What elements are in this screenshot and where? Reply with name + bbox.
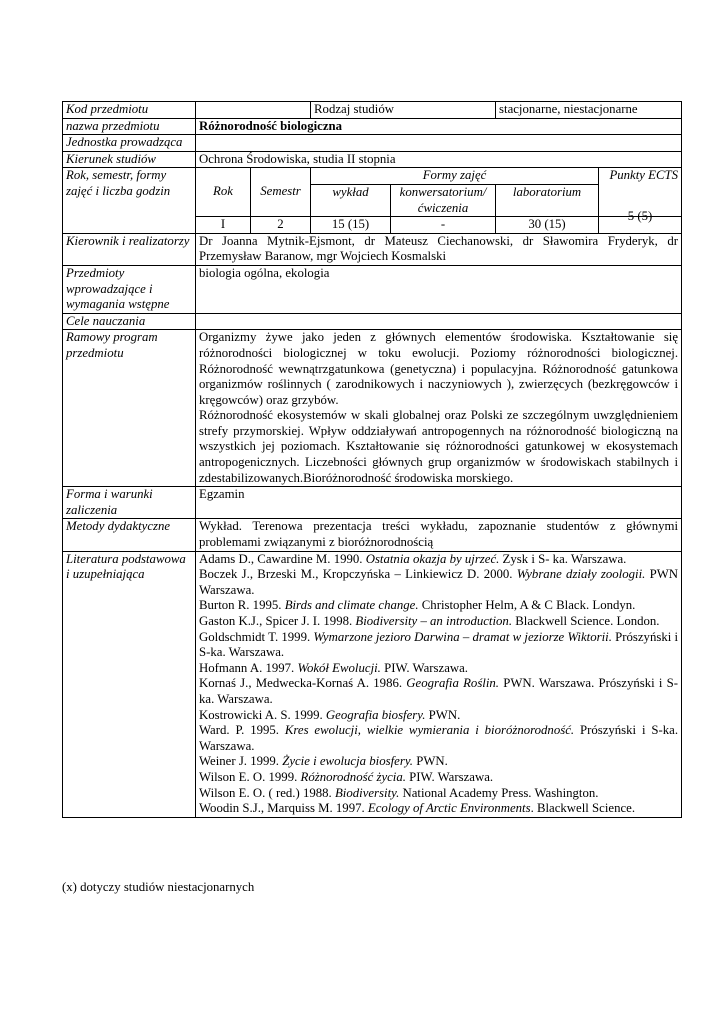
- literature-publisher: PWN Warszawa.: [199, 567, 679, 597]
- literature-title: Wybrane działy zoologii.: [516, 567, 646, 582]
- header-formy: Formy zajęć: [311, 168, 599, 185]
- literature-publisher: PIW. Warszawa.: [405, 769, 494, 784]
- value-semestr: 2: [251, 217, 311, 234]
- row-nazwa: [63, 118, 682, 135]
- literature-item: [199, 661, 678, 677]
- label-rok-semestr: Rok, semestr, formy zajęć i liczba godzin: [63, 168, 196, 233]
- row-przedmioty: [63, 265, 682, 313]
- literature-publisher: PIW. Warszawa.: [380, 660, 468, 675]
- value-konwersatorium: -: [391, 217, 496, 234]
- label-literatura: Literatura podstawowa i uzupełniająca: [63, 551, 196, 817]
- row-hours-header: [63, 168, 682, 185]
- literature-item: [199, 567, 678, 598]
- literature-authors: Wilson E. O. 1999.: [199, 769, 301, 784]
- label-cele: Cele nauczania: [63, 313, 196, 330]
- literature-item: [199, 552, 678, 568]
- value-metody: Wykład. Terenowa prezentacja treści wykładu, zapoznanie studentów z głównymi problemami związanymi z bioróżnorodnością: [196, 519, 682, 551]
- label-przedmioty: Przedmioty wprowadzające i wymagania wstępne: [63, 265, 196, 313]
- value-przedmioty: biologia ogólna, ekologia: [196, 265, 682, 313]
- label-metody: Metody dydaktyczne: [63, 519, 196, 551]
- header-laboratorium: laboratorium: [496, 184, 599, 216]
- literature-title: Kres ewolucji, wielkie wymierania i bioróżnorodność.: [284, 723, 575, 738]
- literature-publisher: Zysk i S- ka. Warszawa.: [499, 551, 627, 566]
- literature-item: [199, 754, 678, 770]
- header-wyklad: wykład: [311, 184, 391, 216]
- header-punkty: Punkty ECTS: [599, 168, 682, 217]
- literature-publisher: PWN.: [413, 754, 448, 769]
- literature-authors: Weiner J. 1999.: [199, 754, 283, 769]
- literature-title: Życie i ewolucja biosfery.: [282, 754, 413, 769]
- literature-title: Biodiversity.: [334, 785, 400, 800]
- row-kod: [63, 102, 682, 119]
- value-laboratorium: 30 (15): [496, 217, 599, 234]
- literature-title: Ecology of Arctic Environments: [367, 801, 531, 816]
- literature-authors: Adams D., Cawardine M. 1990.: [199, 551, 366, 566]
- row-jednostka: [63, 135, 682, 152]
- value-wyklad: 15 (15): [311, 217, 391, 234]
- literature-authors: Ward. P. 1995.: [199, 723, 285, 738]
- literature-authors: Goldschmidt T. 1999.: [199, 629, 314, 644]
- literature-item: [199, 598, 678, 614]
- literature-item: [199, 801, 678, 817]
- value-jednostka: [196, 135, 682, 152]
- literature-authors: Kostrowicki A. S. 1999.: [199, 707, 326, 722]
- row-metody: [63, 519, 682, 551]
- literature-publisher: . Blackwell Science.: [530, 801, 636, 816]
- literature-item: [199, 614, 678, 630]
- value-ramowy: [196, 330, 682, 487]
- literature-title: Geografia Roślin.: [406, 676, 500, 691]
- row-ramowy: [63, 330, 682, 487]
- literature-item: [199, 708, 678, 724]
- value-rok: I: [196, 217, 251, 234]
- value-kod: [196, 102, 311, 119]
- value-literatura: [196, 551, 682, 817]
- literature-authors: Burton R. 1995.: [199, 598, 285, 613]
- literature-publisher: PWN. Warszawa. Prószyński i S-ka. Warszawa.: [199, 676, 679, 706]
- literature-publisher: Blackwell Science. London.: [512, 614, 660, 628]
- literature-authors: Hofmann A. 1997.: [199, 660, 298, 675]
- literature-authors: Boczek J., Brzeski M., Kropczyńska – Linkiewicz D. 2000.: [199, 567, 517, 582]
- literature-authors: Wilson E. O. ( red.) 1988.: [199, 785, 335, 800]
- literature-title: Wymarzone jezioro Darwina – dramat w jeziorze Wiktorii.: [313, 629, 612, 644]
- label-nazwa: nazwa przedmiotu: [63, 118, 196, 135]
- row-cele: [63, 313, 682, 330]
- footnote: (x) dotyczy studiów niestacjonarnych: [62, 880, 255, 894]
- literature-title: Birds and climate change.: [284, 598, 419, 613]
- program-paragraph: Różnorodność ekosystemów w skali globalnej oraz Polski ze szczególnym uwzględnieniem strefy przymorskiej. Wpływ oddziaływań antropogennych na różnorodność biologiczną na wszystkich jej poziomach. Kształtowanie się różnorodności gatunkowej w ekosystemach antropogenicznych. Liczebności głównych grup organizmów w środowiskach stabilnych i zdestabilizowanych.Bioróżnorodność środowiska morskiego.: [199, 408, 679, 485]
- value-nazwa: Różnorodność biologiczna: [196, 118, 682, 135]
- label-ramowy: Ramowy program przedmiotu: [63, 330, 196, 487]
- literature-publisher: Prószyński i S-ka. Warszawa.: [199, 629, 679, 660]
- row-forma: [63, 487, 682, 519]
- row-kierunek: [63, 151, 682, 168]
- label-rodzaj: Rodzaj studiów: [311, 102, 496, 119]
- program-paragraph: Organizmy żywe jako jeden z głównych elementów środowiska. Kształtowanie się różnorodności biologicznej w toku ewolucji. Poziomy różnorodności biologicznej. Różnorodność wewnątrzgatunkowa (genetyczna) i populacyjna. Różnorodność gatunkowa organizmów roślinnych ( zarodnikowych i naczyniowych ), zwierzęcych (bezkręgowców i kręgowców) oraz grzybów.: [199, 330, 679, 407]
- literature-title: Ostatnia okazja by ujrzeć.: [365, 551, 500, 566]
- literature-title: Biodiversity – an introduction.: [355, 614, 513, 628]
- literature-publisher: National Academy Press. Washington.: [399, 785, 599, 800]
- label-kod: Kod przedmiotu: [63, 102, 196, 119]
- value-ects: 5 (5): [599, 209, 682, 226]
- literature-publisher: Prószyński i S-ka. Warszawa.: [199, 723, 679, 753]
- header-konwersatorium: konwersatorium/ ćwiczenia: [391, 184, 496, 216]
- literature-item: [199, 786, 678, 802]
- literature-item: [199, 770, 678, 786]
- row-literatura: [63, 551, 682, 817]
- literature-publisher: Christopher Helm, A & C Black. Londyn.: [418, 598, 636, 613]
- literature-authors: Gaston K.J., Spicer J. I. 1998.: [199, 614, 356, 628]
- literature-title: Geografia biosfery.: [325, 707, 426, 722]
- label-jednostka: Jednostka prowadząca: [63, 135, 196, 152]
- syllabus-table: [62, 101, 682, 818]
- label-kierunek: Kierunek studiów: [63, 151, 196, 168]
- label-kierownik: Kierownik i realizatorzy: [63, 233, 196, 265]
- literature-item: [199, 723, 678, 754]
- header-rok: Rok: [196, 168, 251, 217]
- literature-list: [199, 552, 678, 817]
- label-forma: Forma i warunki zaliczenia: [63, 487, 196, 519]
- literature-item: [199, 630, 678, 661]
- header-semestr: Semestr: [251, 168, 311, 217]
- value-kierunek: Ochrona Środowiska, studia II stopnia: [196, 151, 682, 168]
- literature-title: Różnorodność życia.: [300, 769, 406, 784]
- literature-publisher: PWN.: [425, 707, 461, 722]
- literature-authors: Woodin S.J., Marquiss M. 1997.: [199, 801, 368, 816]
- value-rodzaj: stacjonarne, niestacjonarne: [496, 102, 682, 119]
- row-kierownik: [63, 233, 682, 265]
- value-forma: Egzamin: [196, 487, 682, 519]
- value-kierownik: Dr Joanna Mytnik-Ejsmont, dr Mateusz Ciechanowski, dr Sławomira Fryderyk, dr Przemysław Baranow, mgr Wojciech Kosmalski: [196, 233, 682, 265]
- literature-item: [199, 676, 678, 707]
- literature-authors: Kornaś J., Medwecka-Kornaś A. 1986.: [199, 676, 407, 691]
- value-cele: [196, 313, 682, 330]
- literature-title: Wokół Ewolucji.: [297, 660, 381, 675]
